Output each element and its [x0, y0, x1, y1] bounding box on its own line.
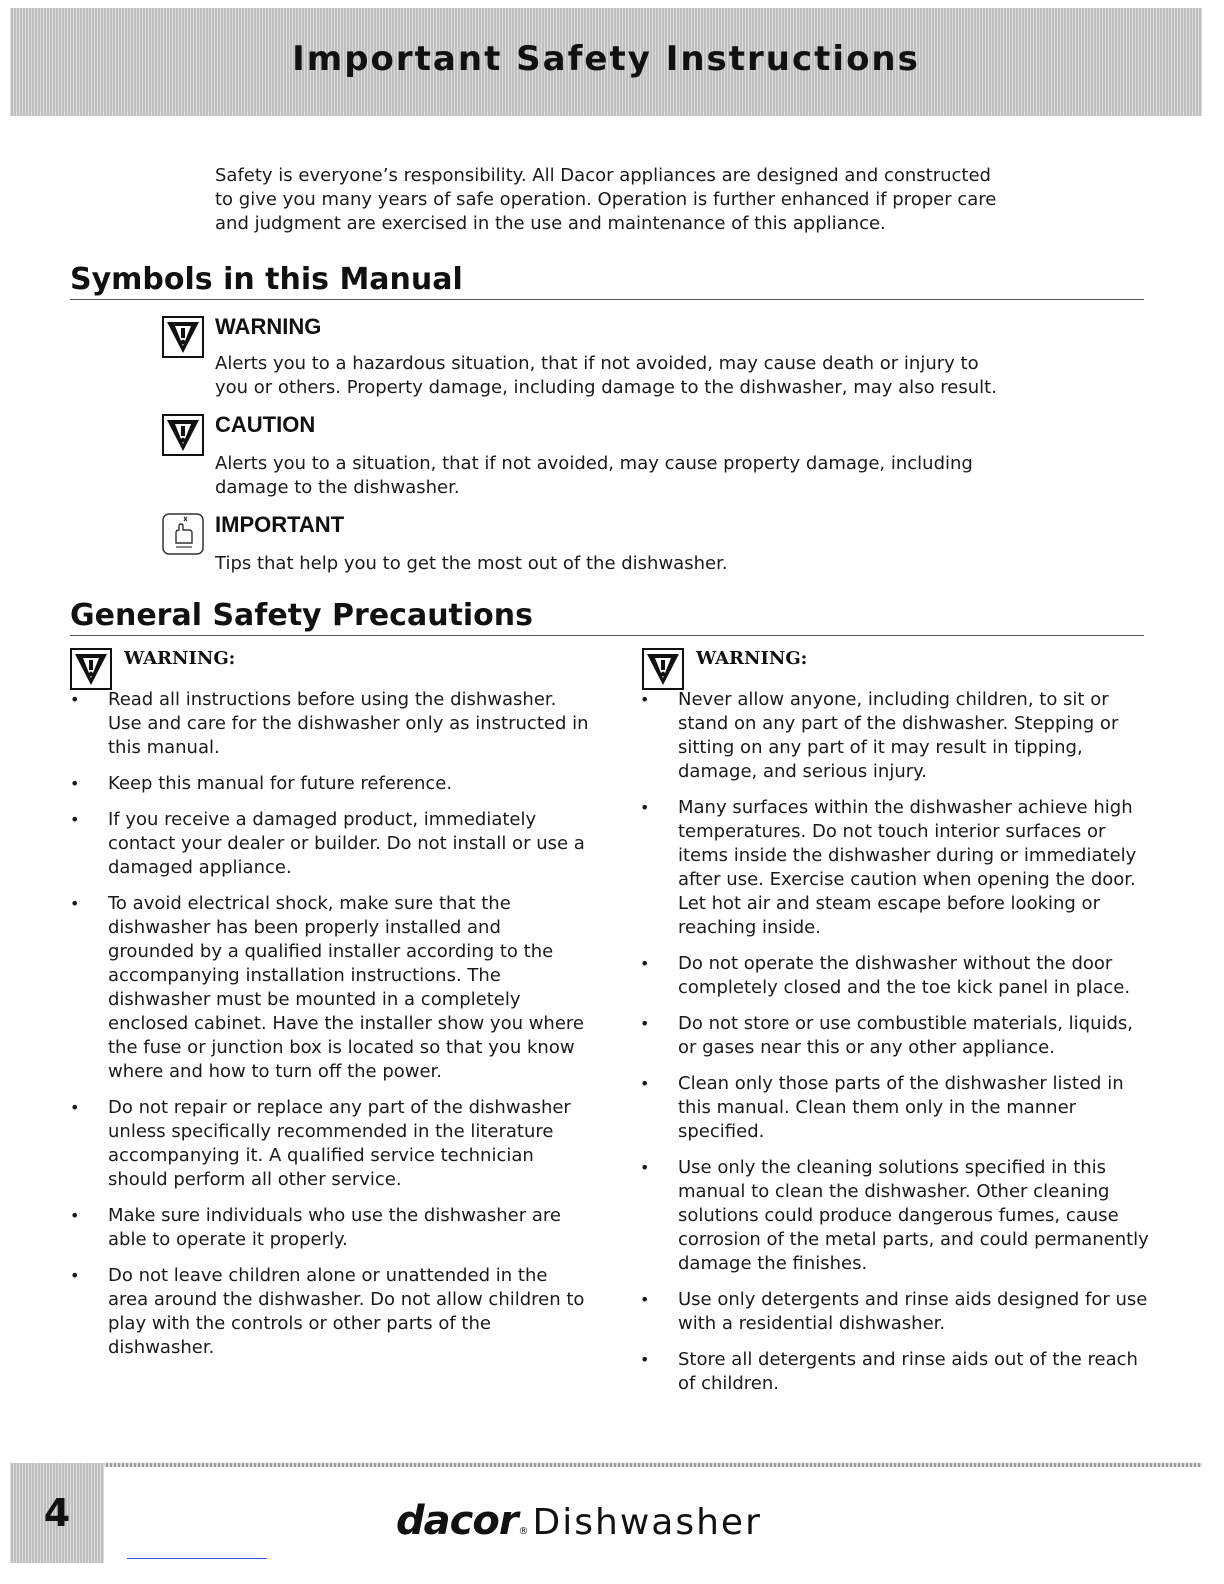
warning-icon [642, 648, 684, 690]
list-item: • If you receive a damaged product, immediately contact your dealer or builder. Do not install or use a damaged appliance. [70, 808, 590, 880]
list-item: • Make sure individuals who use the dishwasher are able to operate it properly. [70, 1204, 590, 1252]
symbol-label-important: IMPORTANT [215, 512, 345, 537]
link-underline [127, 1558, 267, 1559]
symbol-desc-caution: Alerts you to a situation, that if not avoided, may cause property damage, including damage to the dishwasher. [215, 453, 973, 498]
list-item: • Use only detergents and rinse aids designed for use with a residential dishwasher. [640, 1288, 1150, 1336]
page-title: Important Safety Instructions [292, 39, 920, 79]
list-item: • Do not store or use combustible materials, liquids, or gases near this or any other appliance. [640, 1012, 1150, 1060]
list-item: • Never allow anyone, including children, to sit or stand on any part of the dishwasher. Stepping or sitting on any part of it may result in tipping, damage, and serious injury. [640, 688, 1150, 784]
symbol-desc-warning: Alerts you to a hazardous situation, that if not avoided, may cause death or injury to you or others. Property damage, including damage to the dishwasher, may also result. [215, 353, 997, 398]
warning-icon [70, 648, 112, 690]
registered-mark: ® [518, 1526, 529, 1537]
page-number: 4 [43, 1491, 71, 1535]
symbol-label-caution: CAUTION [215, 412, 316, 437]
important-hand-icon [162, 513, 204, 555]
left-precautions-list [70, 688, 590, 1372]
warning-icon [162, 316, 204, 358]
right-warning-label: WARNING: [696, 648, 808, 669]
list-item: • Keep this manual for future reference. [70, 772, 590, 796]
product-name: Dishwasher [532, 1502, 762, 1543]
list-item: • Many surfaces within the dishwasher achieve high temperatures. Do not touch interior surfaces or items inside the dishwasher during or immediately after use. Exercise caution when opening the door. Let hot air and steam escape before looking or reaching inside. [640, 796, 1150, 940]
footer-divider [10, 1463, 1202, 1467]
list-item: • To avoid electrical shock, make sure that the dishwasher has been properly installed and grounded by a qualified installer according to the accompanying installation instructions. The dishwasher must be mounted in a completely enclosed cabinet. Have the installer show you where the fuse or junction box is located so that you know where and how to turn off the power. [70, 892, 590, 1084]
list-item: • Do not repair or replace any part of the dishwasher unless specifically recommended in the literature accompanying it. A qualified service technician should perform all other service. [70, 1096, 590, 1192]
left-warning-label: WARNING: [124, 648, 236, 669]
symbol-label-warning: WARNING [215, 314, 322, 339]
symbols-heading: Symbols in this Manual [70, 262, 1144, 300]
symbol-desc-important: Tips that help you to get the most out of the dishwasher. [215, 553, 728, 574]
list-item: • Read all instructions before using the dishwasher. Use and care for the dishwasher only as instructed in this manual. [70, 688, 590, 760]
list-item: • Do not leave children alone or unattended in the area around the dishwasher. Do not allow children to play with the controls or other parts of the dishwasher. [70, 1264, 590, 1360]
list-item: • Store all detergents and rinse aids out of the reach of children. [640, 1348, 1150, 1396]
brand-footer [396, 1498, 762, 1544]
precautions-heading: General Safety Precautions [70, 598, 1144, 636]
intro-paragraph: Safety is everyone’s responsibility. All Dacor appliances are designed and constructed to give you many years of safe operation. Operation is further enhanced if proper care and judgment are exercised in the use and maintenance of this appliance. [215, 165, 997, 234]
list-item: • Do not operate the dishwasher without the door completely closed and the toe kick panel in place. [640, 952, 1150, 1000]
header-banner [10, 8, 1202, 116]
list-item: • Clean only those parts of the dishwasher listed in this manual. Clean them only in the manner specified. [640, 1072, 1150, 1144]
list-item: • Use only the cleaning solutions specified in this manual to clean the dishwasher. Other cleaning solutions could produce dangerous fumes, cause corrosion of the metal parts, and could permanently damage the finishes. [640, 1156, 1150, 1276]
right-precautions-list [640, 688, 1150, 1408]
caution-icon [162, 414, 204, 456]
dacor-logo: dacor [396, 1498, 518, 1544]
page-number-box [10, 1463, 104, 1563]
